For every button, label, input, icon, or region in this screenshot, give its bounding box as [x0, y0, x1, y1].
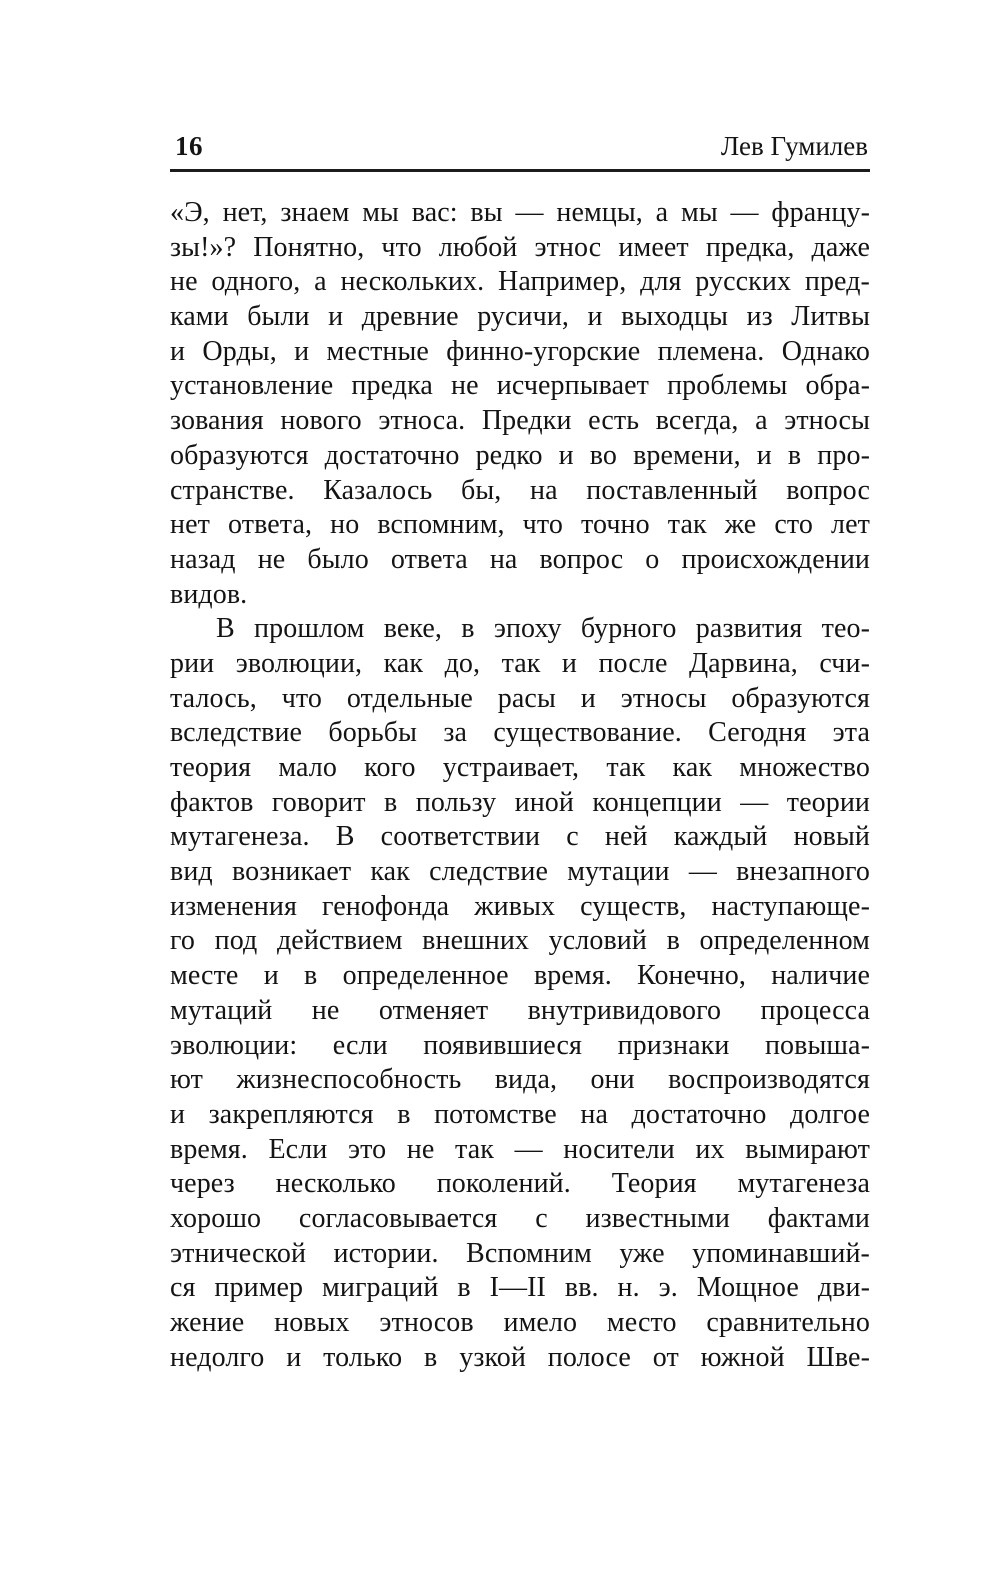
text-line: ками были и древние русичи, и выходцы из Литвы [170, 301, 870, 333]
text-line: ся пример миграций в I—II вв. н. э. Мощное дви- [170, 1272, 870, 1304]
running-header-author: Лев Гумилев [720, 131, 868, 161]
text-line: изменения генофонда живых существ, наступающе- [170, 890, 870, 922]
text-line: образуются достаточно редко и во времени, и в про- [170, 439, 870, 471]
text-line: странстве. Казалось бы, на поставленный вопрос [170, 474, 870, 506]
text-line: ют жизнеспособность вида, они воспроизводятся [170, 1064, 870, 1096]
text-line: назад не было ответа на вопрос о происхождении [170, 543, 870, 575]
text-line: го под действием внешних условий в определенном [170, 925, 870, 957]
text-line: установление предка не исчерпывает проблемы обра- [170, 370, 870, 402]
text-line: и Орды, и местные финно-угорские племена. Однако [170, 335, 870, 367]
text-line: В прошлом веке, в эпоху бурного развития тео- [216, 613, 870, 645]
text-line: мутаций не отменяет внутривидового процесса [170, 994, 870, 1026]
text-line: мутагенеза. В соответствии с ней каждый новый [170, 821, 870, 853]
text-line: время. Если это не так — носители их вымирают [170, 1133, 870, 1165]
text-line: и закрепляются в потомстве на достаточно долгое [170, 1098, 870, 1130]
page-number: 16 [175, 131, 203, 161]
text-line: «Э, нет, знаем мы вас: вы — немцы, а мы — францу- [170, 197, 870, 228]
text-line: месте и в определенное время. Конечно, наличие [170, 960, 870, 992]
text-line: теория мало кого устраивает, так как множество [170, 752, 870, 783]
text-line: вследствие борьбы за существование. Сегодня эта [170, 717, 870, 749]
running-header [170, 131, 870, 162]
text-line: талось, что отдельные расы и этносы образуются [170, 682, 870, 714]
text-line: жение новых этносов имело место сравнительно [170, 1307, 870, 1338]
text-line: рии эволюции, как до, так и после Дарвина, счи- [170, 647, 870, 679]
text-line: недолго и только в узкой полосе от южной Шве- [170, 1341, 870, 1373]
text-line: вид возникает как следствие мутации — внезапного [170, 856, 870, 888]
text-line: зования нового этноса. Предки есть всегда, а этносы [170, 405, 870, 437]
text-line: видов. [170, 578, 248, 610]
text-line: этнической истории. Вспомним уже упоминавший- [170, 1237, 870, 1269]
text-line: не одного, а нескольких. Например, для русских пред- [170, 266, 870, 298]
body-text [170, 196, 870, 1375]
text-line: фактов говорит в пользу иной концепции — теории [170, 786, 870, 818]
page-content [170, 131, 870, 1375]
text-line: зы!»? Понятно, что любой этнос имеет предка, даже [170, 231, 870, 263]
text-line: через несколько поколений. Теория мутагенеза [170, 1168, 870, 1200]
text-line: хорошо согласовывается с известными фактами [170, 1202, 870, 1234]
text-line: нет ответа, но вспомним, что точно так же сто лет [170, 509, 870, 541]
header-rule [170, 169, 870, 172]
text-line: эволюции: если появившиеся признаки повыша- [170, 1029, 870, 1061]
